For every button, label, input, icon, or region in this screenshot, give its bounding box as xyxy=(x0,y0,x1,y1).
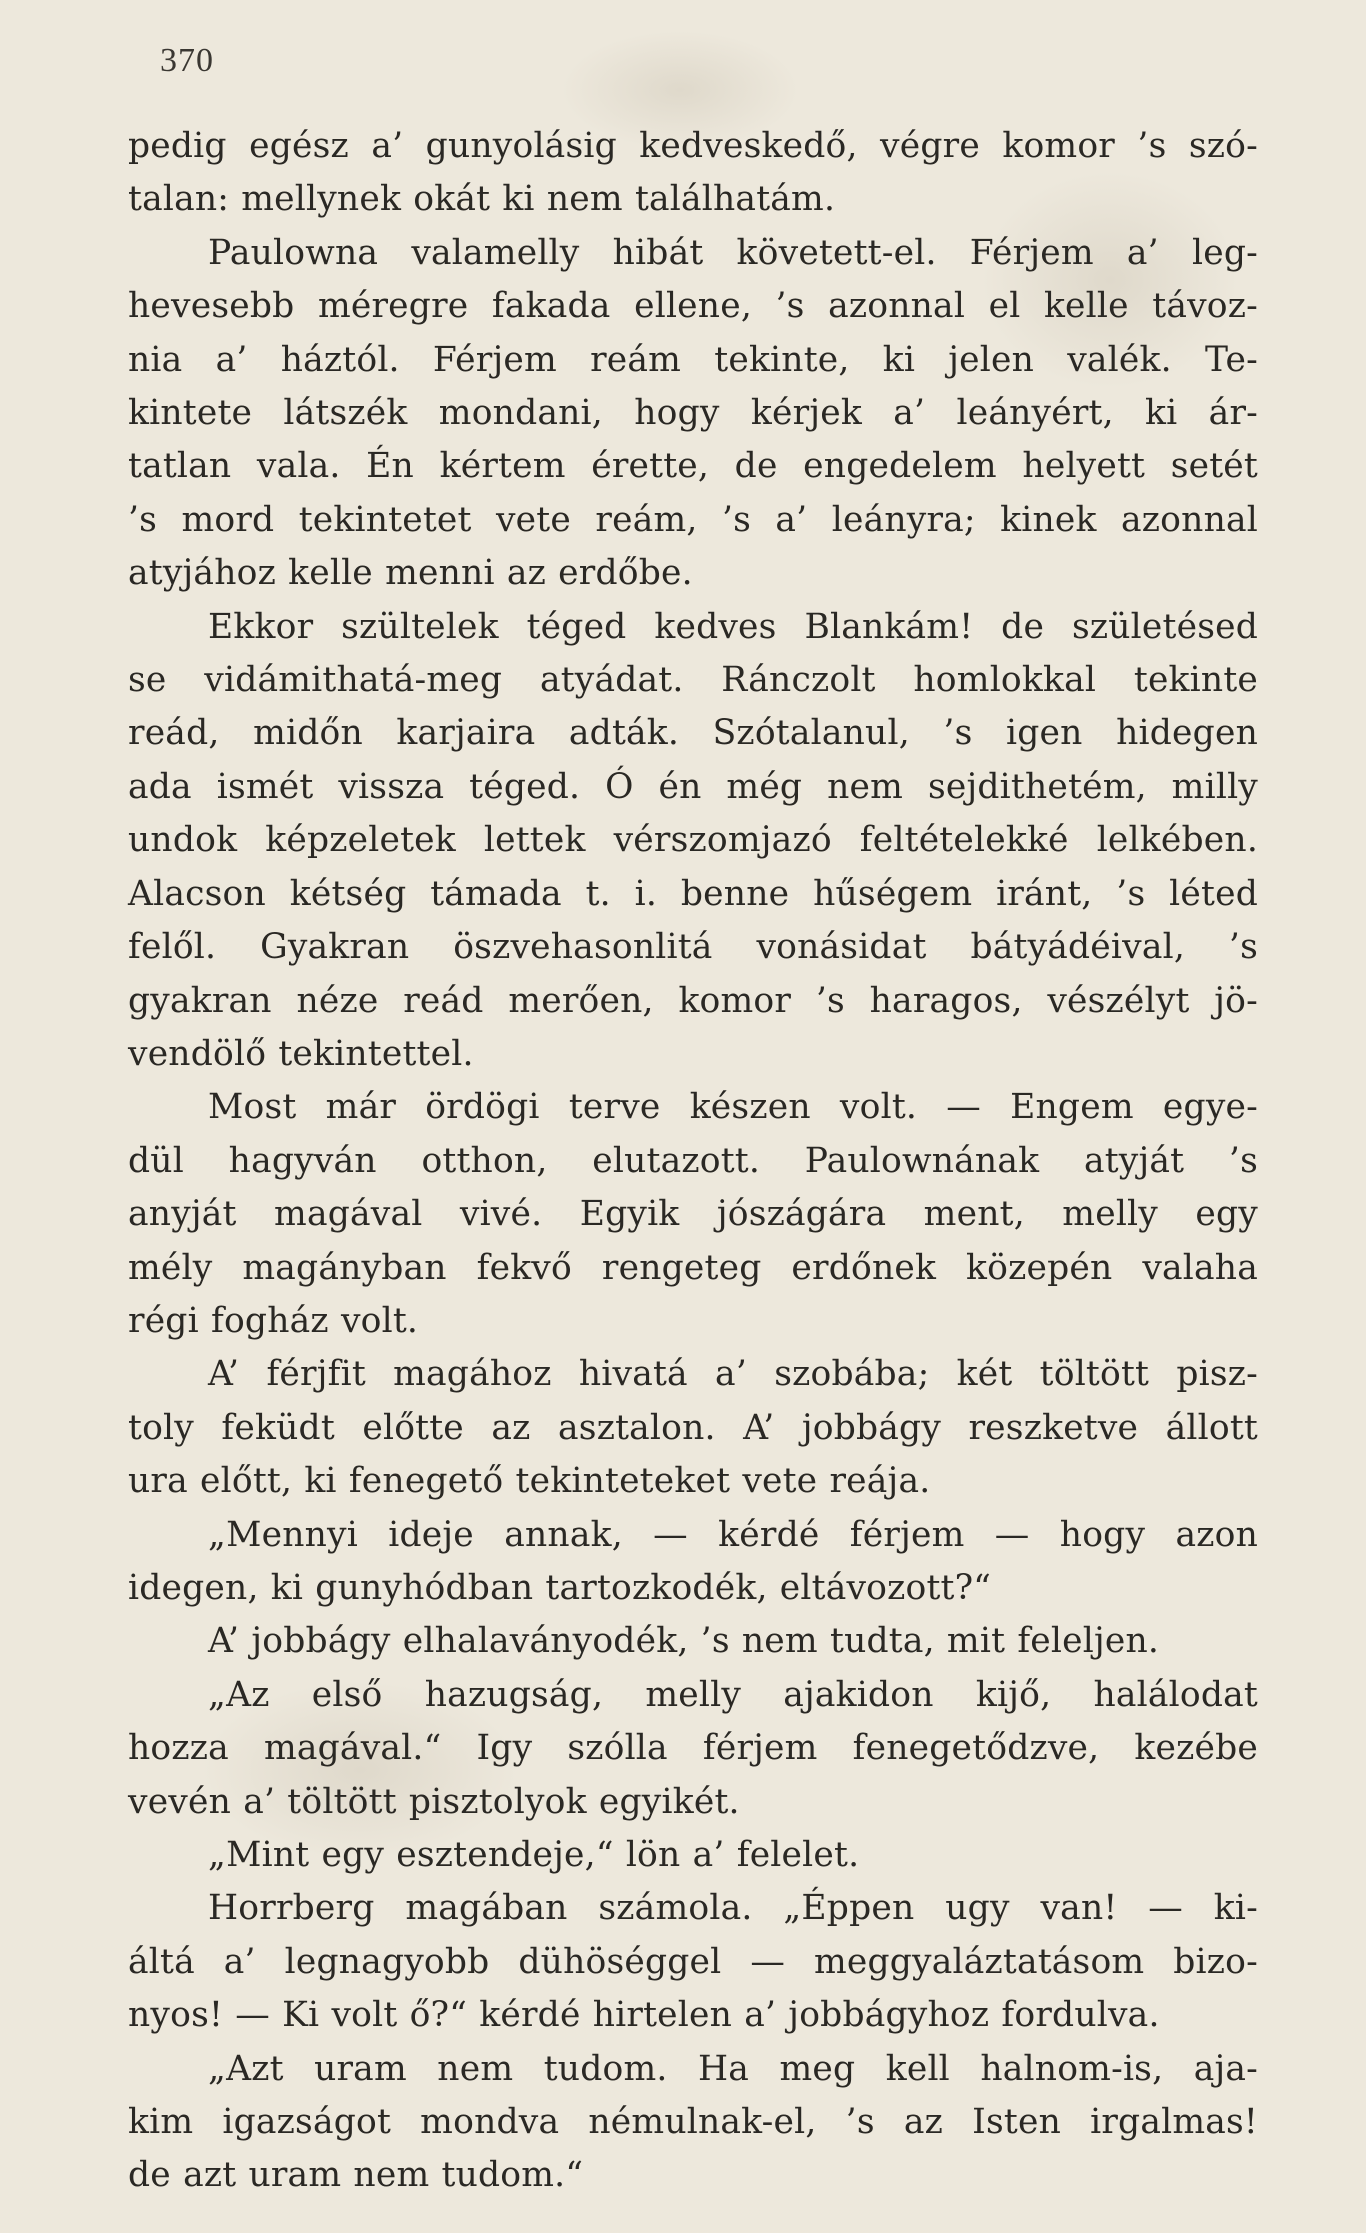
text-line: dül hagyván otthon, elutazott. Paulownának atyját ’s xyxy=(128,1140,1258,1181)
text-line: idegen, ki gunyhódban tartozkodék, eltávozott?“ xyxy=(128,1567,992,1608)
text-line: pedig egész a’ gunyolásig kedveskedő, végre komor ’s szó- xyxy=(128,126,1258,166)
text-line: A’ jobbágy elhalaványodék, ’s nem tudta, mit feleljen. xyxy=(208,1621,1160,1662)
text-line: nyos! — Ki volt ő?“ kérdé hirtelen a’ jobbágyhoz fordulva. xyxy=(128,1995,1160,2036)
text-line: ’s mord tekintetet vete reám, ’s a’ leányra; kinek azonnal xyxy=(128,499,1258,540)
text-line: régi fogház volt. xyxy=(128,1300,419,1341)
text-line: A’ férjfit magához hivatá a’ szobába; két töltött pisz- xyxy=(208,1354,1258,1395)
text-line: ada ismét vissza téged. Ó én még nem sejdithetém, milly xyxy=(128,766,1258,807)
text-line: Alacson kétség támada t. i. benne hűségem iránt, ’s léted xyxy=(128,873,1258,914)
text-line: Most már ördögi terve készen volt. — Engem egye- xyxy=(208,1087,1258,1128)
text-line: mély magányban fekvő rengeteg erdőnek közepén valaha xyxy=(128,1247,1258,1288)
text-line: Paulowna valamelly hibát követett-el. Férjem a’ leg- xyxy=(208,232,1258,273)
text-line: nia a’ háztól. Férjem reám tekinte, ki jelen valék. Te- xyxy=(128,339,1258,380)
text-line: Horrberg magában számola. „Éppen ugy van! — ki- xyxy=(208,1888,1258,1929)
text-line: vevén a’ töltött pisztolyok egyikét. xyxy=(128,1781,740,1822)
text-line: felől. Gyakran öszvehasonlitá vonásidat bátyádéival, ’s xyxy=(128,927,1258,968)
text-line: gyakran néze reád merően, komor ’s haragos, vészélyt jö- xyxy=(128,980,1258,1021)
text-line: hozza magával.“ Igy szólla férjem fenegetődzve, kezébe xyxy=(128,1728,1258,1769)
text-line: vendölő tekintettel. xyxy=(128,1033,474,1074)
text-line: ura előtt, ki fenegető tekinteteket vete reája. xyxy=(128,1461,931,1502)
text-line: „Az első hazugság, melly ajakidon kijő, halálodat xyxy=(208,1674,1258,1715)
text-line: áltá a’ legnagyobb dühöséggel — meggyaláztatásom bizo- xyxy=(128,1941,1258,1982)
page-number: 370 xyxy=(160,42,214,79)
text-line: atyjához kelle menni az erdőbe. xyxy=(128,553,693,594)
text-line: reád, midőn karjaira adták. Szótalanul, ’s igen hidegen xyxy=(128,713,1258,754)
text-line: kim igazságot mondva némulnak-el, ’s az Isten irgalmas! xyxy=(128,2102,1258,2143)
text-line: „Mennyi ideje annak, — kérdé férjem — hogy azon xyxy=(208,1514,1258,1555)
text-line: anyját magával vivé. Egyik jószágára ment, melly egy xyxy=(128,1194,1258,1235)
text-line: kintete látszék mondani, hogy kérjek a’ leányért, ki ár- xyxy=(128,393,1258,434)
text-line: tatlan vala. Én kértem érette, de engedelem helyett setét xyxy=(128,446,1258,487)
text-line: „Mint egy esztendeje,“ lön a’ felelet. xyxy=(208,1835,860,1875)
text-line: de azt uram nem tudom.“ xyxy=(128,2155,584,2196)
body-text xyxy=(128,120,1258,2203)
text-line: se vidámithatá-meg atyádat. Ránczolt homlokkal tekinte xyxy=(128,660,1258,701)
text-line: talan: mellynek okát ki nem találhatám. xyxy=(128,179,836,220)
text-line: hevesebb méregre fakada ellene, ’s azonnal el kelle távoz- xyxy=(128,286,1258,327)
text-line: „Azt uram nem tudom. Ha meg kell halnom-is, aja- xyxy=(208,2048,1258,2089)
text-line: Ekkor szültelek téged kedves Blankám! de születésed xyxy=(208,606,1258,647)
text-line: toly feküdt előtte az asztalon. A’ jobbágy reszketve állott xyxy=(128,1407,1258,1448)
text-line: undok képzeletek lettek vérszomjazó feltételekké lelkében. xyxy=(128,820,1258,861)
